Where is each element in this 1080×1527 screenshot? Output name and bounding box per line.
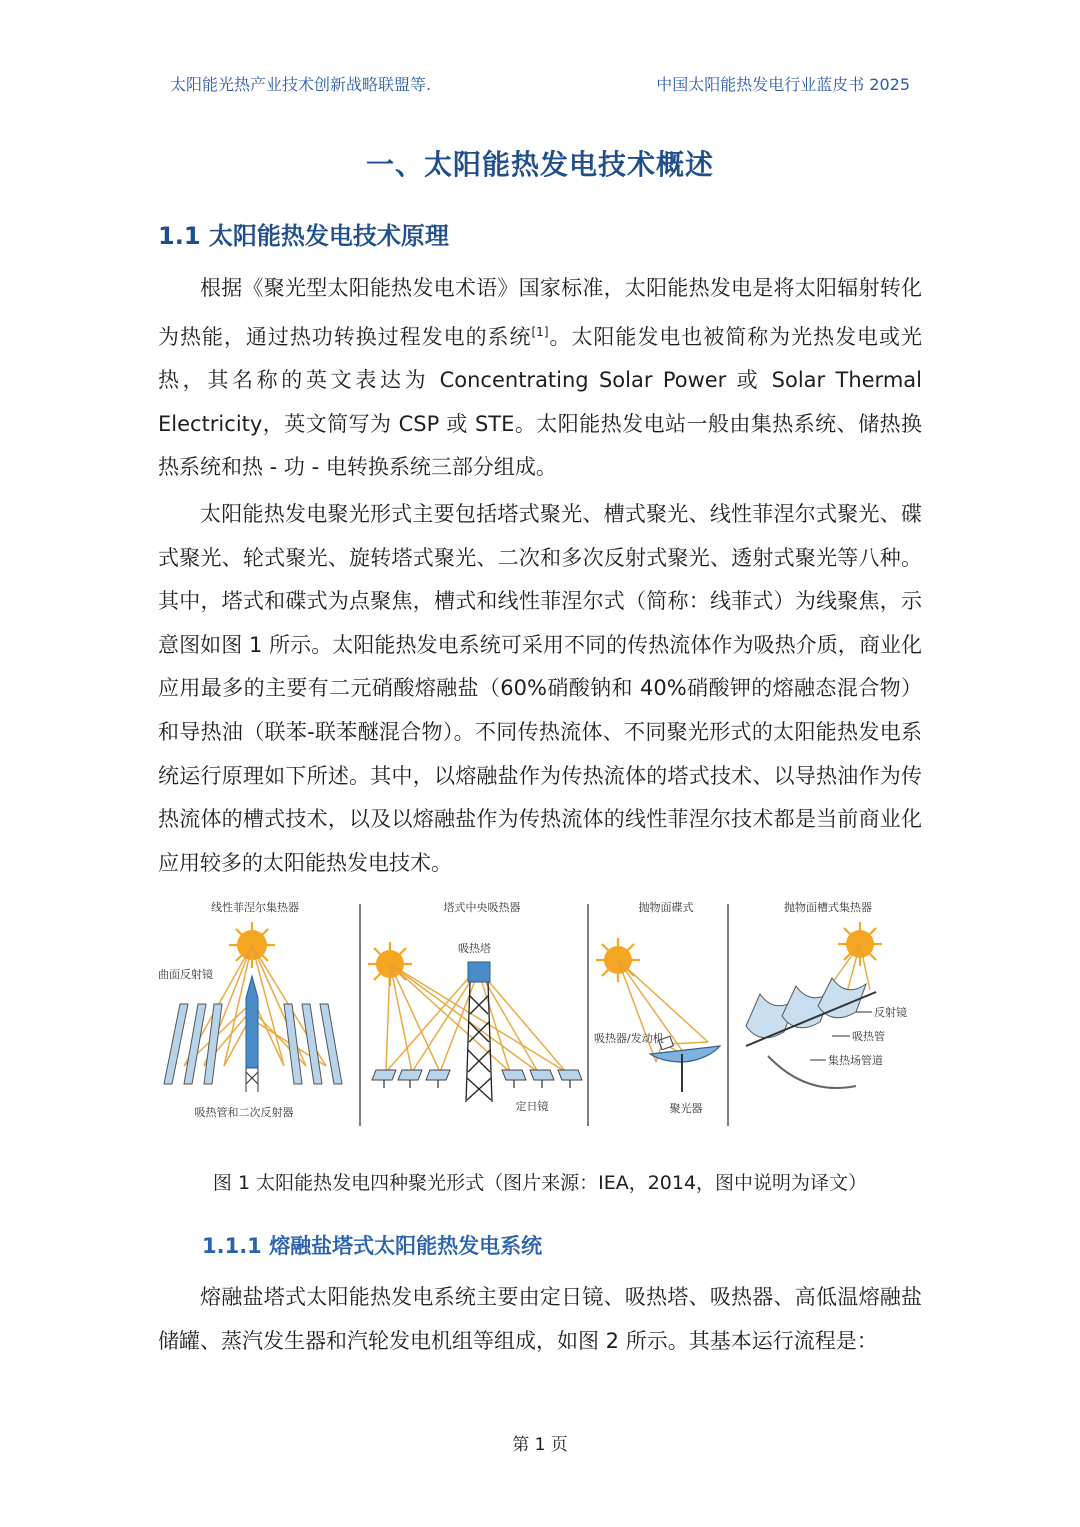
panel-2-title: 塔式中央吸热器 (443, 901, 521, 914)
header-left: 太阳能光热产业技术创新战略联盟等. (170, 75, 432, 94)
panel-linear-fresnel (158, 900, 342, 1119)
panel-2-label-tower: 吸热塔 (458, 942, 491, 955)
panel-1-label-mirror: 曲面反射镜 (158, 968, 213, 981)
figure-1-caption: 图 1 太阳能热发电四种聚光形式（图片来源：IEA，2014，图中说明为译文） (212, 1172, 868, 1194)
panel-1-label-bottom: 吸热管和二次反射器 (194, 1106, 294, 1119)
citation-ref[interactable]: [1] (531, 324, 549, 339)
panel-central-tower (368, 900, 582, 1113)
figure-1-illustration (156, 896, 924, 1132)
panel-3-label-bottom: 聚光器 (669, 1102, 703, 1115)
page-number: 第 1 页 (512, 1435, 568, 1455)
subsection-title: 1.1.1 熔融盐塔式太阳能热发电系统 (202, 1234, 543, 1258)
panel-4-label-reflector: 反射镜 (874, 1006, 907, 1019)
panel-3-title: 抛物面碟式 (638, 901, 694, 914)
panel-parabolic-trough (746, 900, 907, 1088)
figure-1 (156, 896, 924, 1132)
panel-4-label-pipe: 集热场管道 (828, 1054, 883, 1067)
panel-4-label-tube: 吸热管 (852, 1030, 885, 1043)
paragraph-1-text-a: 根据《聚光型太阳能热发电术语》国家标准，太阳能热发电是将太阳辐射转化为热能，通过热功转换过程发电的系统 (158, 276, 922, 349)
panel-1-title: 线性菲涅尔集热器 (211, 901, 299, 914)
header-right: 中国太阳能热发电行业蓝皮书 2025 (656, 75, 910, 94)
paragraph-1-text-b: 。太阳能发电也被简称为光热发电或光热，其名称的英文表达为 Concentrating Solar Power 或 Solar Thermal Electricity，英文简写为 CSP 或 STE。太阳能热发电站一般由集热系统、储热换热系统和热 - 功 - 电转换系统三部分组成。 (158, 324, 922, 480)
panel-parabolic-dish (594, 900, 720, 1115)
paragraph-3: 熔融盐塔式太阳能热发电系统主要由定日镜、吸热塔、吸热器、高低温熔融盐储罐、蒸汽发生器和汽轮发电机组等组成，如图 2 所示。其基本运行流程是： (158, 1285, 922, 1353)
panel-3-label-receiver: 吸热器/发动机 (594, 1032, 664, 1045)
panel-4-title: 抛物面槽式集热器 (784, 901, 872, 914)
panel-2-label-bottom: 定日镜 (515, 1100, 549, 1113)
paragraph-1 (158, 267, 922, 490)
chapter-title: 一、太阳能热发电技术概述 (365, 148, 714, 181)
paragraph-2: 太阳能热发电聚光形式主要包括塔式聚光、槽式聚光、线性菲涅尔式聚光、碟式聚光、轮式聚光、旋转塔式聚光、二次和多次反射式聚光、透射式聚光等八种。其中，塔式和碟式为点聚焦，槽式和线性菲涅尔式（简称：线菲式）为线聚焦，示意图如图 1 所示。太阳能热发电系统可采用不同的传热流体作为吸热介质，商业化应用最多的主要有二元硝酸熔融盐（60%硝酸钠和 40%硝酸钾的熔融态混合物）和导热油（联苯-联苯醚混合物）。不同传热流体、不同聚光形式的太阳能热发电系统运行原理如下所述。其中，以熔融盐作为传热流体的塔式技术、以导热油作为传热流体的槽式技术，以及以熔融盐作为传热流体的线性菲涅尔技术都是当前商业化应用较多的太阳能热发电技术。 (158, 502, 922, 875)
section-title: 1.1 太阳能热发电技术原理 (158, 222, 449, 250)
